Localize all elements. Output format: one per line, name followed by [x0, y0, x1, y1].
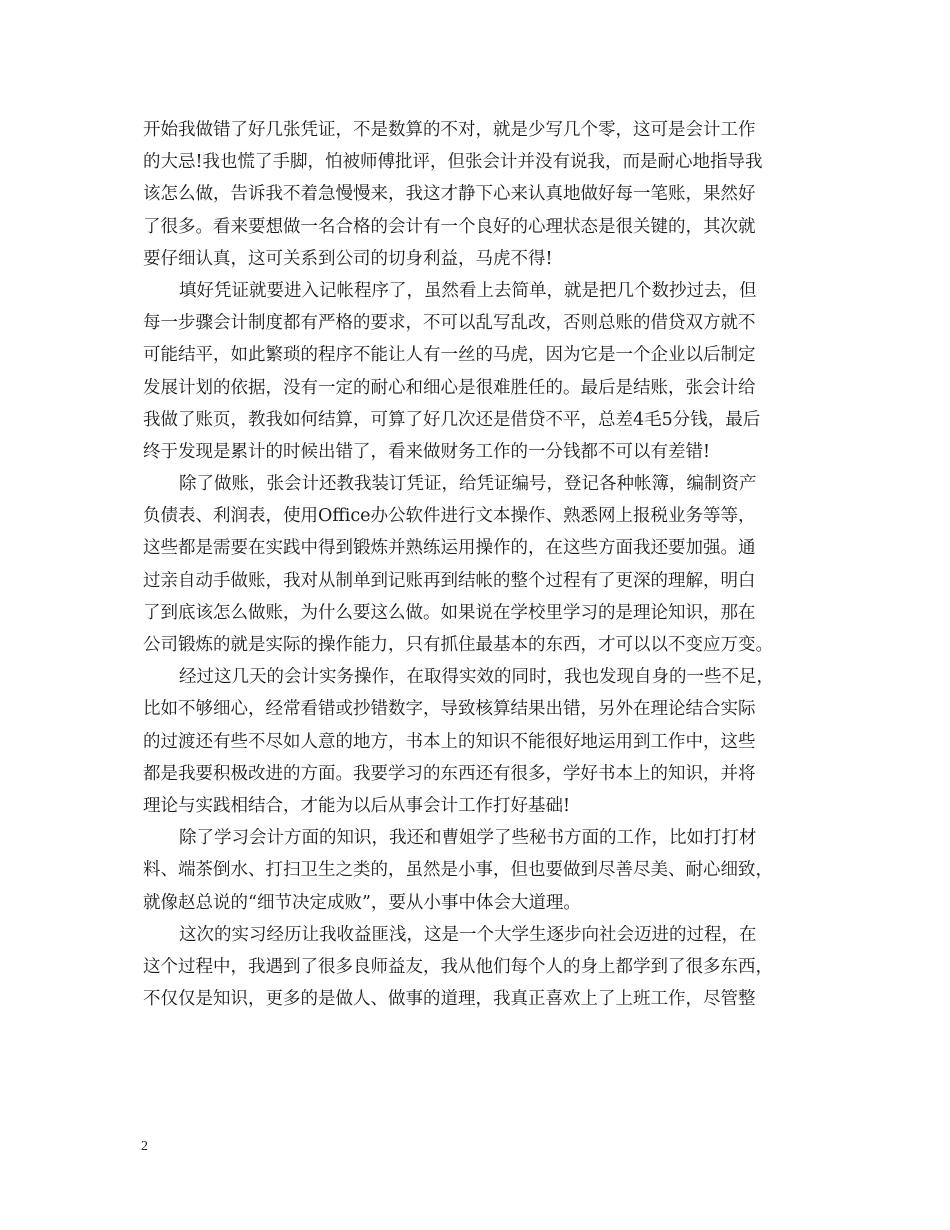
text-line: 了很多。看来要想做一名合格的会计有一个良好的心理状态是很关键的，其次就	[143, 216, 756, 237]
text-line: 的过渡还有些不尽如人意的地方，书本上的知识不能很好地运用到工作中，这些	[143, 731, 756, 752]
text-line: 这个过程中，我遇到了很多良师益友，我从他们每个人的身上都学到了很多东西，	[143, 956, 773, 977]
text-line: 我做了账页，教我如何结算，可算了好几次还是借贷不平，总差4毛5分钱，最后	[143, 409, 761, 430]
text-line: 除了学习会计方面的知识，我还和曹姐学了些秘书方面的工作，比如打打材	[179, 828, 757, 849]
text-line: 负债表、利润表，使用Office办公软件进行文本操作、熟悉网上报税业务等等，	[143, 506, 756, 527]
text-line: 料、端茶倒水、打扫卫生之类的，虽然是小事，但也要做到尽善尽美、耐心细致，	[143, 860, 773, 881]
text-line: 公司锻炼的就是实际的操作能力，只有抓住最基本的东西，才可以以不变应万变。	[143, 635, 773, 655]
text-line: 填好凭证就要进入记帐程序了，虽然看上去简单，就是把几个数抄过去，但	[179, 280, 757, 301]
text-line: 比如不够细心，经常看错或抄错数字，导致核算结果出错，另外在理论结合实际	[143, 699, 756, 720]
text-line: 这次的实习经历让我收益匪浅，这是一个大学生逐步向社会迈进的过程，在	[179, 924, 757, 945]
text-line: 都是我要积极改进的方面。我要学习的东西还有很多，学好书本上的知识，并将	[143, 763, 756, 784]
text-line: 该怎么做，告诉我不着急慢慢来，我这才静下心来认真地做好每一笔账，果然好	[143, 184, 756, 205]
text-line: 除了做账，张会计还教我装订凭证，给凭证编号，登记各种帐簿，编制资产	[179, 474, 757, 495]
text-line: 理论与实践相结合，才能为以后从事会计工作打好基础!	[143, 795, 571, 816]
text-line: 发展计划的依据，没有一定的耐心和细心是很难胜任的。最后是结账，张会计给	[143, 377, 756, 398]
text-line: 了到底该怎么做账，为什么要这么做。如果说在学校里学习的是理论知识，那在	[143, 602, 756, 623]
text-line: 不仅仅是知识，更多的是做人、做事的道理，我真正喜欢上了上班工作，尽管整	[143, 989, 756, 1010]
text-line: 开始我做错了好几张凭证，不是数算的不对，就是少写几个零，这可是会计工作	[143, 120, 756, 140]
text-line: 就像赵总说的“细节决定成败”，要从小事中体会大道理。	[143, 892, 581, 913]
page-number: 2	[141, 1139, 148, 1154]
text-line: 要仔细认真，这可关系到公司的切身利益，马虎不得!	[143, 248, 553, 269]
text-line: 过亲自动手做账，我对从制单到记账再到结帐的整个过程有了更深的理解，明白	[143, 570, 756, 591]
text-line: 的大忌!我也慌了手脚，怕被师傅批评，但张会计并没有说我，而是耐心地指导我	[143, 152, 763, 173]
text-line: 终于发现是累计的时候出错了，看来做财务工作的一分钱都不可以有差错!	[143, 441, 711, 462]
text-line: 经过这几天的会计实务操作，在取得实效的同时，我也发现自身的一些不足，	[179, 667, 774, 688]
body-text	[143, 114, 823, 1015]
text-line: 这些都是需要在实践中得到锻炼并熟练运用操作的，在这些方面我还要加强。通	[143, 538, 756, 559]
text-line: 可能结平，如此繁琐的程序不能让人有一丝的马虎，因为它是一个企业以后制定	[143, 345, 756, 366]
text-line: 每一步骤会计制度都有严格的要求，不可以乱写乱改，否则总账的借贷双方就不	[143, 313, 756, 334]
